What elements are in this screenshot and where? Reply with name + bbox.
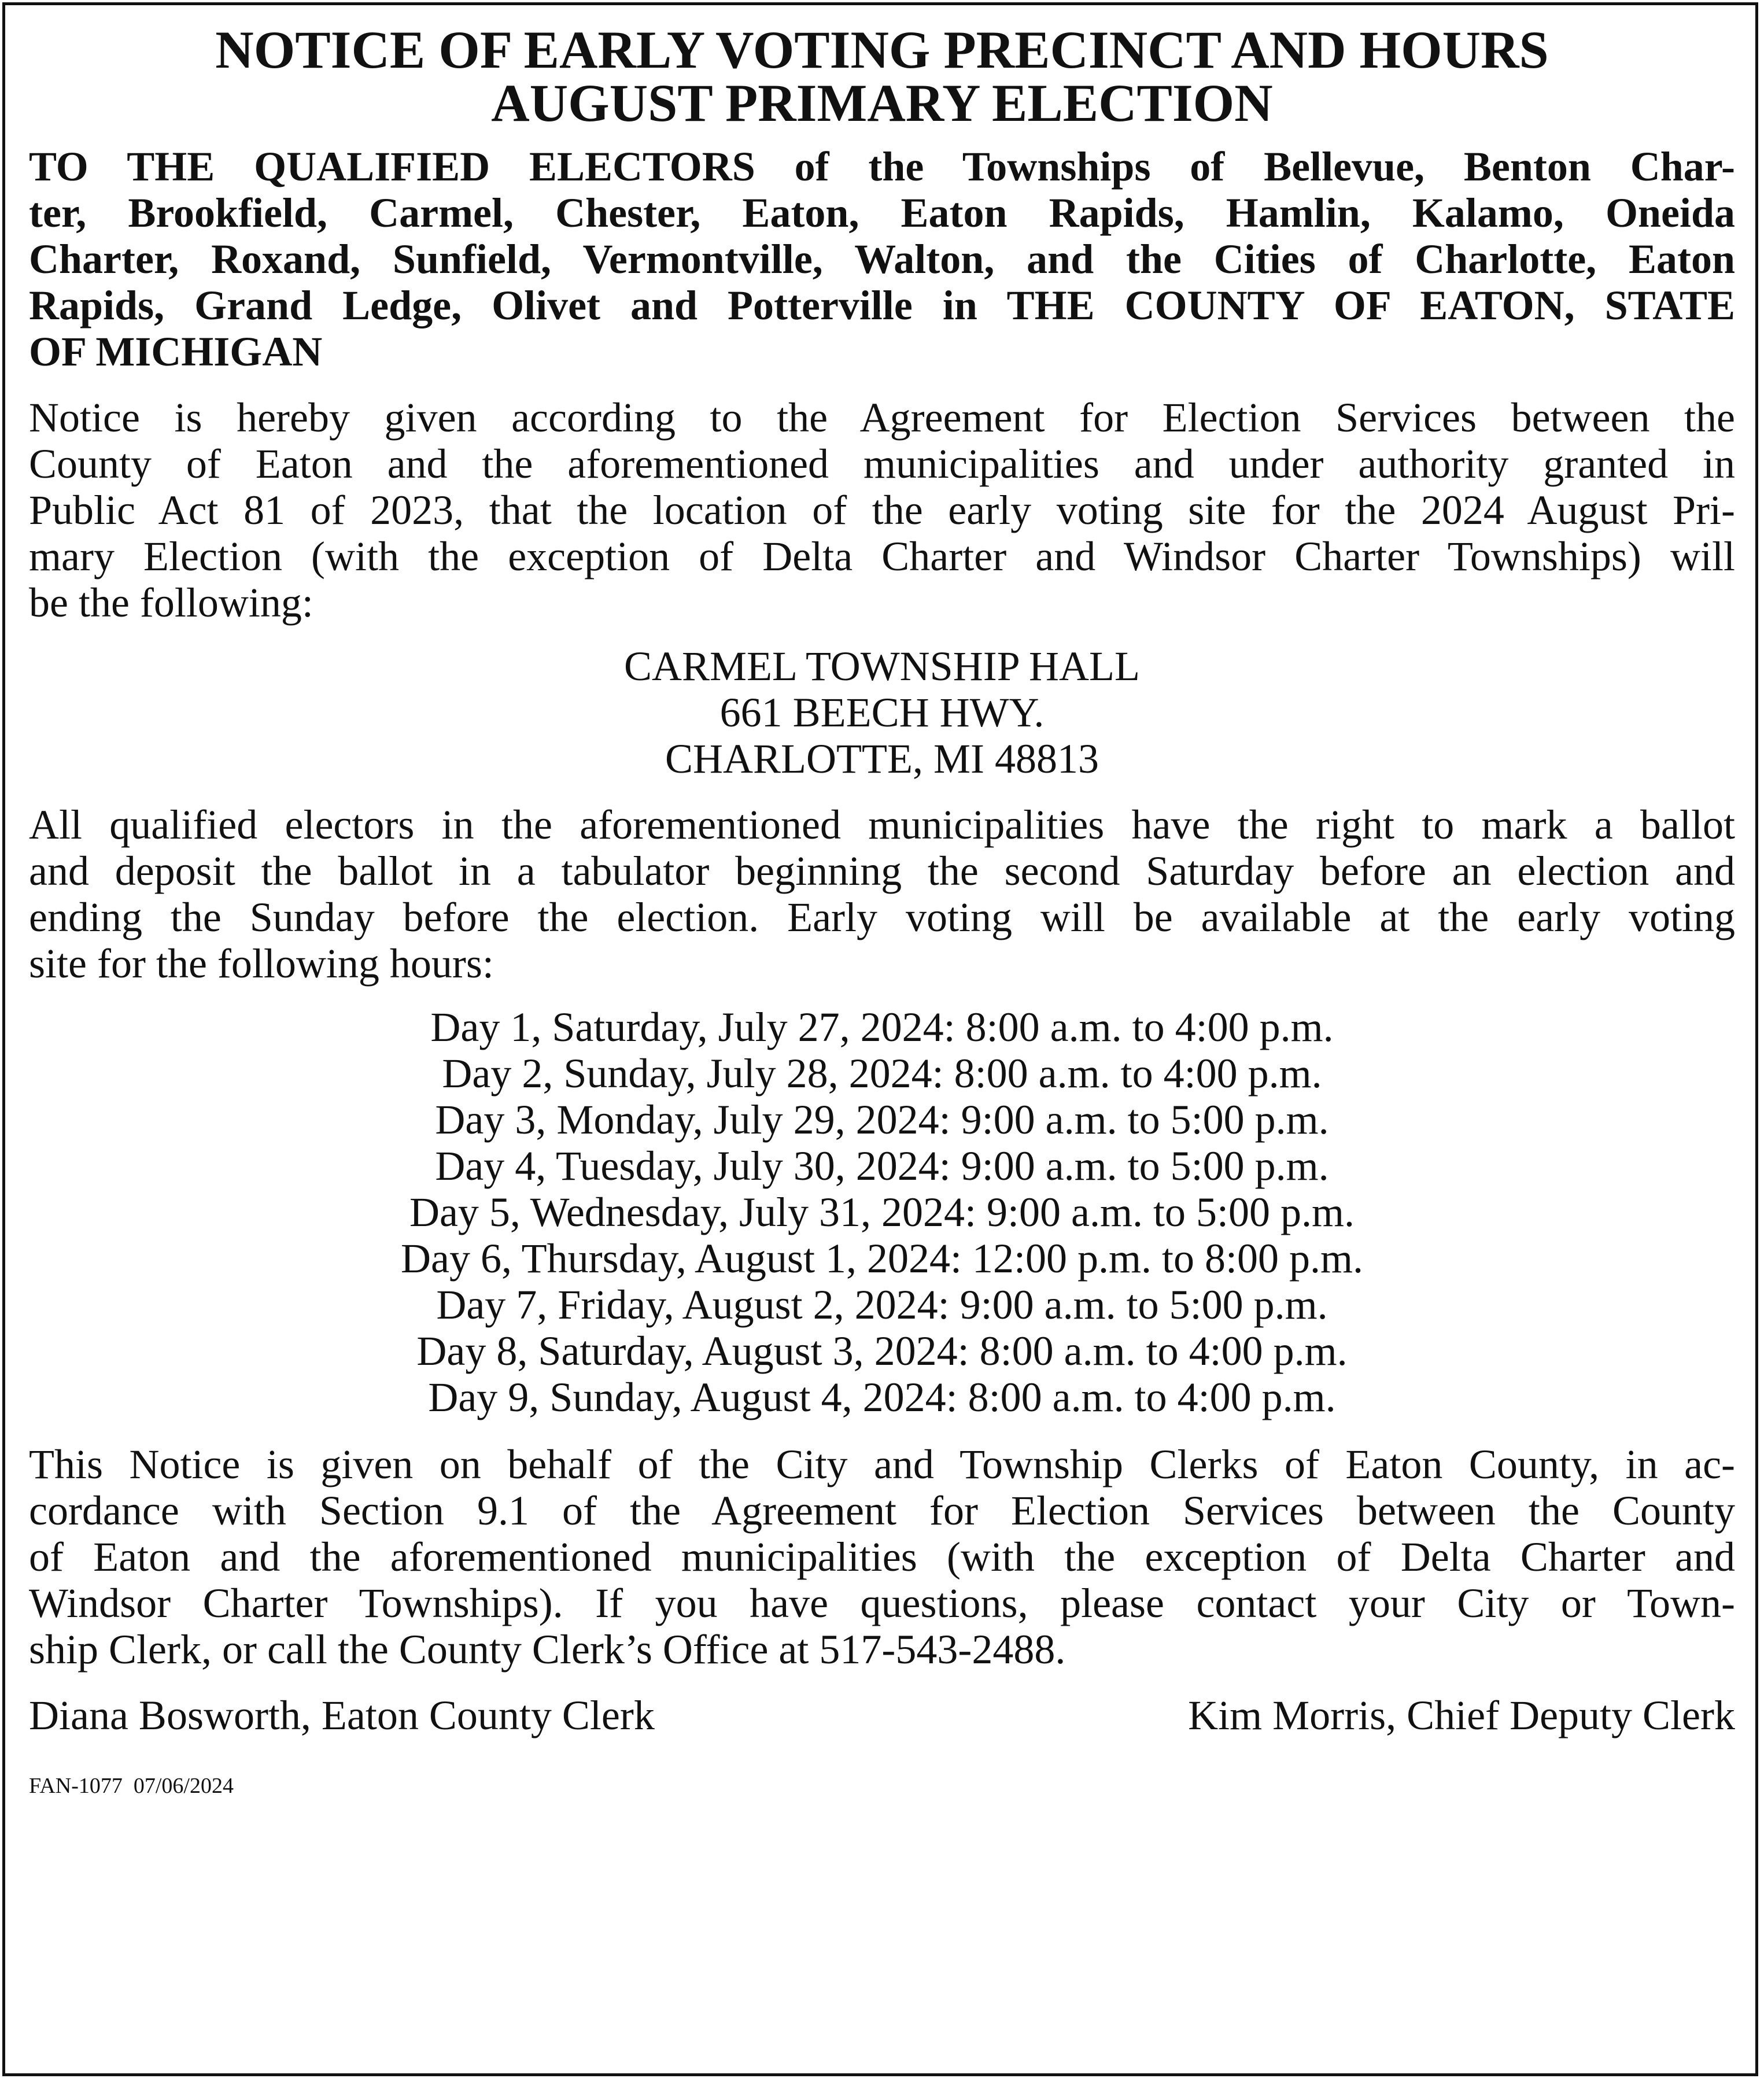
signature-block	[29, 1692, 1735, 1738]
rights-line: ending the Sunday before the election. Early voting will be available at the early voting	[29, 894, 1735, 940]
deputy-clerk-signature: Kim Morris, Chief Deputy Clerk	[1188, 1692, 1735, 1738]
closing-line: Windsor Charter Townships). If you have questions, please contact your City or Town-	[29, 1580, 1735, 1626]
notice-line: mary Election (with the exception of Delta Charter and Windsor Charter Townships) will	[29, 533, 1735, 579]
notice-paragraph	[29, 394, 1735, 626]
rights-paragraph	[29, 802, 1735, 987]
closing-line: of Eaton and the aforementioned municipalities (with the exception of Delta Charter and	[29, 1534, 1735, 1580]
notice-title	[29, 20, 1735, 132]
hours-item: Day 1, Saturday, July 27, 2024: 8:00 a.m. to 4:00 p.m.	[430, 1004, 1334, 1050]
hours-item: Day 7, Friday, August 2, 2024: 9:00 a.m. to 5:00 p.m.	[436, 1282, 1328, 1328]
hours-item: Day 6, Thursday, August 1, 2024: 12:00 p.m. to 8:00 p.m.	[401, 1235, 1363, 1282]
notice-line: Notice is hereby given according to the Agreement for Election Services between the	[29, 394, 1735, 441]
hours-item: Day 9, Sunday, August 4, 2024: 8:00 a.m. to 4:00 p.m.	[428, 1374, 1336, 1420]
hours-item: Day 4, Tuesday, July 30, 2024: 9:00 a.m. to 5:00 p.m.	[435, 1143, 1329, 1189]
notice-line: County of Eaton and the aforementioned municipalities and under authority granted in	[29, 441, 1735, 487]
hours-item: Day 3, Monday, July 29, 2024: 9:00 a.m. to 5:00 p.m.	[435, 1097, 1329, 1143]
site-name: CARMEL TOWNSHIP HALL	[623, 643, 1141, 689]
electors-line: ter, Brookfield, Carmel, Chester, Eaton, Eaton Rapids, Hamlin, Kalamo, Oneida	[29, 190, 1735, 236]
voting-site-address	[29, 643, 1735, 782]
electors-line: Charter, Roxand, Sunfield, Vermontville, Walton, and the Cities of Charlotte, Eaton	[29, 236, 1735, 282]
early-voting-hours-list	[29, 1004, 1735, 1420]
closing-line: cordance with Section 9.1 of the Agreement for Election Services between the County	[29, 1487, 1735, 1534]
rights-line: site for the following hours:	[29, 940, 494, 987]
electors-paragraph	[29, 143, 1735, 375]
hours-item: Day 2, Sunday, July 28, 2024: 8:00 a.m. to 4:00 p.m.	[442, 1050, 1322, 1097]
electors-line: Rapids, Grand Ledge, Olivet and Potterville in THE COUNTY OF EATON, STATE	[29, 282, 1735, 328]
notice-content	[29, 20, 1735, 1798]
electors-line: TO THE QUALIFIED ELECTORS of the Townships of Bellevue, Benton Char-	[29, 143, 1735, 190]
rights-line: All qualified electors in the aforementioned municipalities have the right to mark a ballot	[29, 802, 1735, 848]
closing-line: This Notice is given on behalf of the City and Township Clerks of Eaton County, in ac-	[29, 1441, 1735, 1487]
notice-footer-code: FAN-1077 07/06/2024	[29, 1774, 234, 1798]
site-street: 661 BEECH HWY.	[719, 689, 1045, 736]
hours-item: Day 5, Wednesday, July 31, 2024: 9:00 a.m. to 5:00 p.m.	[409, 1189, 1355, 1235]
title-line-1: NOTICE OF EARLY VOTING PRECINCT AND HOURS	[215, 20, 1549, 79]
county-clerk-signature: Diana Bosworth, Eaton County Clerk	[29, 1692, 655, 1738]
title-line-2: AUGUST PRIMARY ELECTION	[491, 73, 1273, 132]
notice-line: Public Act 81 of 2023, that the location of the early voting site for the 2024 August Pri-	[29, 487, 1735, 533]
electors-line: OF MICHIGAN	[29, 328, 323, 375]
notice-line: be the following:	[29, 579, 313, 626]
closing-line: ship Clerk, or call the County Clerk’s Office at 517-543-2488.	[29, 1626, 1066, 1673]
hours-item: Day 8, Saturday, August 3, 2024: 8:00 a.m. to 4:00 p.m.	[416, 1328, 1348, 1374]
closing-paragraph	[29, 1441, 1735, 1673]
rights-line: and deposit the ballot in a tabulator beginning the second Saturday before an election and	[29, 848, 1735, 894]
site-city: CHARLOTTE, MI 48813	[665, 736, 1099, 782]
